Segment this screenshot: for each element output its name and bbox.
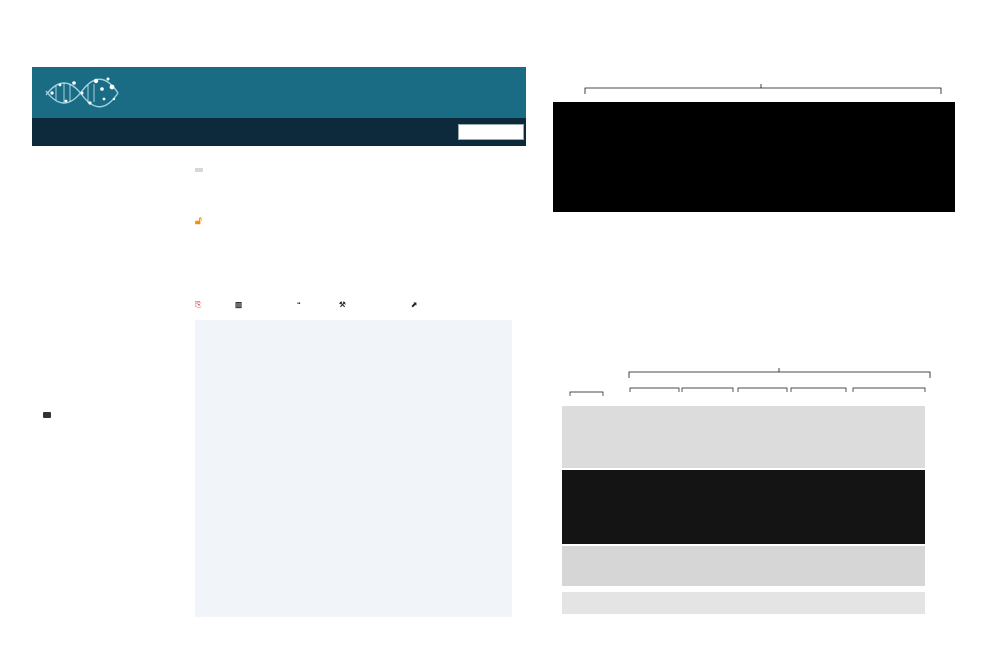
cite-button[interactable]: [297, 300, 304, 309]
dna-logo-icon[interactable]: [42, 73, 120, 113]
comments-link[interactable]: [43, 412, 54, 419]
plant-photos: [553, 102, 955, 212]
nav-about[interactable]: [356, 126, 358, 135]
open-access-icon: 🔓︎: [195, 215, 202, 227]
split-view-icon: ▥: [235, 300, 242, 309]
search-scope-select[interactable]: [458, 124, 524, 140]
journal-page: [32, 67, 526, 617]
share-button[interactable]: [411, 300, 420, 309]
article-type-badge: [195, 168, 203, 172]
nav-section-browse[interactable]: [87, 126, 89, 135]
publication-date: [195, 277, 207, 286]
quote-icon: “: [297, 300, 301, 309]
comment-icon: [43, 412, 51, 418]
nav-more-content[interactable]: [171, 126, 173, 135]
article-title-line: [195, 215, 202, 228]
panel-a-bracket: [553, 82, 955, 96]
abstract-section: [195, 320, 512, 617]
pdf-button[interactable]: [195, 300, 204, 310]
split-view-button[interactable]: [235, 300, 245, 309]
panel-c-brackets: [553, 368, 953, 408]
viral-rna-blot: [562, 406, 925, 468]
pdf-icon: ⎘: [195, 300, 202, 309]
wrench-icon: ⚒: [339, 300, 346, 309]
share-icon: ⬈: [411, 300, 418, 309]
journal-navbar: [32, 118, 526, 146]
rrna-gel: [562, 470, 925, 544]
journal-banner: [32, 67, 526, 118]
permissions-button[interactable]: [339, 300, 349, 309]
srna-blot: [562, 546, 925, 586]
severity-chart: [553, 228, 963, 354]
u6-blot: [562, 592, 925, 614]
nav-submit[interactable]: [248, 126, 250, 135]
